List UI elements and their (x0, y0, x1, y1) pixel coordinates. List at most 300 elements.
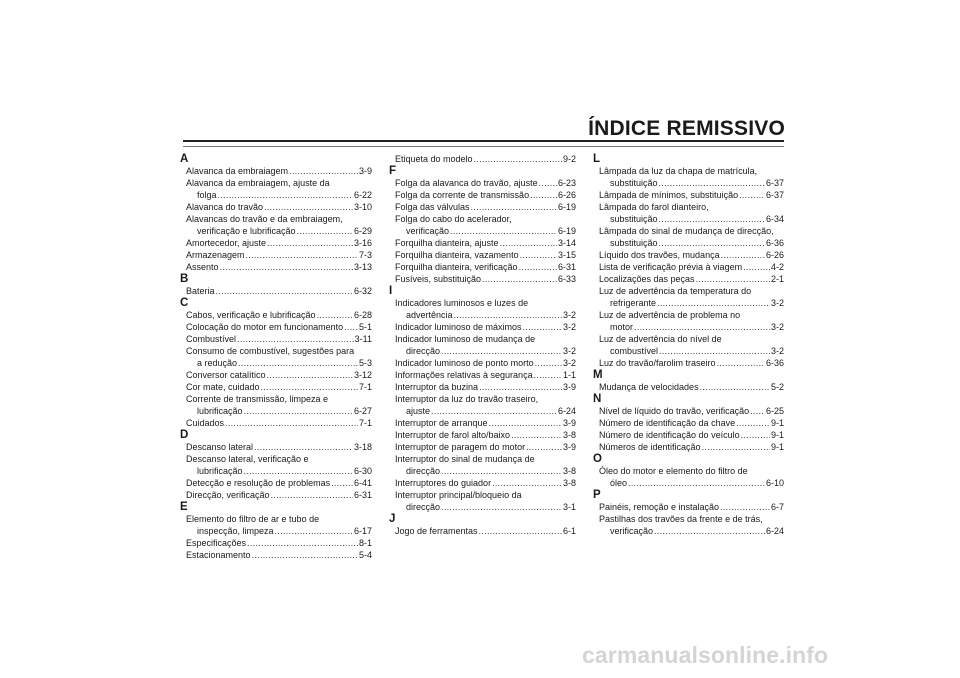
entry-text: óleo (610, 478, 628, 488)
entry-page-ref: 3-1 (562, 502, 576, 512)
index-entry (389, 357, 576, 369)
index-entry (180, 237, 372, 249)
index-entry (180, 249, 372, 261)
entry-text: Interruptor do sinal de mudança de (395, 454, 535, 464)
dot-leader (700, 381, 770, 393)
index-entry (180, 201, 372, 213)
entry-page-ref: 6-7 (770, 502, 784, 512)
index-entry (593, 465, 784, 489)
dot-leader (741, 429, 770, 441)
entry-text: Etiqueta do modelo (395, 154, 473, 164)
dot-leader (717, 357, 765, 369)
entry-text: Óleo do motor e elemento do filtro de (599, 466, 748, 476)
index-entry (180, 489, 372, 501)
index-entry (180, 513, 372, 537)
entry-page-ref: 6-23 (557, 178, 576, 188)
entry-page-ref: 3-9 (358, 166, 372, 176)
entry-text: Folga das válvulas (395, 202, 470, 212)
dot-leader (474, 153, 562, 165)
entry-text: substituição (610, 238, 658, 248)
entry-text: advertência (406, 310, 453, 320)
index-entry (389, 201, 576, 213)
index-entry (389, 297, 576, 321)
entry-text: Número de identificação do veículo (599, 430, 740, 440)
entry-text: Lâmpada do sinal de mudança de direcção, (599, 226, 774, 236)
index-entry (180, 381, 372, 393)
entry-page-ref: 3-12 (353, 370, 372, 380)
index-entry (593, 333, 784, 357)
index-entry (180, 309, 372, 321)
title-rule-thin (183, 146, 784, 147)
entry-page-ref: 6-27 (353, 406, 372, 416)
dot-leader (431, 405, 557, 417)
index-entry (180, 333, 372, 345)
entry-text: Indicadores luminosos e luzes de (395, 298, 529, 308)
index-entry (593, 249, 784, 261)
dot-leader (237, 333, 354, 345)
dot-leader (659, 237, 765, 249)
index-entry (389, 489, 576, 513)
entry-page-ref: 3-14 (557, 238, 576, 248)
entry-text: Interruptor de paragem do motor (395, 442, 526, 452)
index-letter-n: N (593, 393, 602, 405)
dot-leader (482, 273, 557, 285)
index-entry (389, 189, 576, 201)
entry-text: Cabos, verificação e lubrificação (186, 310, 316, 320)
dot-leader (454, 309, 562, 321)
dot-leader (441, 345, 562, 357)
entry-page-ref: 3-2 (562, 346, 576, 356)
entry-text: Interruptor da buzina (395, 382, 479, 392)
dot-leader (275, 525, 353, 537)
index-letter-o: O (593, 453, 602, 465)
index-entry (389, 153, 576, 165)
entry-text: verificação (610, 526, 654, 536)
entry-page-ref: 6-32 (353, 286, 372, 296)
entry-text: Detecção e resolução de problemas (186, 478, 331, 488)
entry-text: Luz de advertência do nível de (599, 334, 722, 344)
index-entry (593, 429, 784, 441)
dot-leader (657, 297, 770, 309)
entry-page-ref: 6-36 (765, 238, 784, 248)
entry-text: Especificações (186, 538, 247, 548)
index-entry (389, 393, 576, 417)
dot-leader (289, 165, 358, 177)
entry-text: Descanso lateral, verificação e (186, 454, 309, 464)
dot-leader (659, 177, 765, 189)
dot-leader (244, 405, 353, 417)
dot-leader (739, 189, 765, 201)
entry-page-ref: 3-2 (562, 310, 576, 320)
index-letter-j: J (389, 513, 396, 525)
dot-leader (659, 213, 765, 225)
entry-page-ref: 7-3 (358, 250, 372, 260)
entry-text: Cuidados (186, 418, 225, 428)
entry-text: direcção (406, 502, 441, 512)
dot-leader (511, 429, 562, 441)
entry-page-ref: 3-16 (353, 238, 372, 248)
index-entry (389, 237, 576, 249)
entry-text: combustível (610, 346, 659, 356)
dot-leader (225, 417, 358, 429)
index-entry (180, 393, 372, 417)
index-entry (593, 381, 784, 393)
entry-text: Forquilha dianteira, ajuste (395, 238, 499, 248)
entry-page-ref: 6-33 (557, 274, 576, 284)
index-entry (389, 321, 576, 333)
dot-leader (500, 237, 557, 249)
dot-leader (530, 189, 557, 201)
index-entry (389, 261, 576, 273)
dot-leader (696, 273, 770, 285)
dot-leader (743, 261, 770, 273)
entry-text: Alavanca da embraiagem, ajuste da (186, 178, 330, 188)
entry-page-ref: 6-34 (765, 214, 784, 224)
entry-page-ref: 3-2 (770, 322, 784, 332)
index-letter-m: M (593, 369, 603, 381)
index-letter-d: D (180, 429, 189, 441)
index-entry (593, 285, 784, 309)
entry-page-ref: 3-18 (353, 442, 372, 452)
entry-page-ref: 8-1 (358, 538, 372, 548)
entry-text: Número de identificação da chave (599, 418, 736, 428)
entry-text: Indicador luminoso de mudança de (395, 334, 536, 344)
entry-page-ref: 6-24 (765, 526, 784, 536)
index-entry (180, 261, 372, 273)
entry-page-ref: 6-37 (765, 190, 784, 200)
entry-text: Consumo de combustível, sugestões para (186, 346, 355, 356)
entry-page-ref: 3-2 (562, 322, 576, 332)
entry-text: Direcção, verificação (186, 490, 270, 500)
entry-page-ref: 3-9 (562, 442, 576, 452)
entry-page-ref: 6-31 (557, 262, 576, 272)
dot-leader (441, 465, 562, 477)
dot-leader (220, 261, 353, 273)
entry-page-ref: 5-3 (358, 358, 372, 368)
entry-page-ref: 7-1 (358, 382, 372, 392)
index-entry (593, 405, 784, 417)
index-entry (389, 441, 576, 453)
dot-leader (526, 441, 562, 453)
entry-text: Forquilha dianteira, vazamento (395, 250, 519, 260)
index-entry (593, 189, 784, 201)
index-column-2 (389, 153, 576, 537)
index-entry (389, 381, 576, 393)
dot-leader (479, 381, 562, 393)
dot-leader (297, 225, 353, 237)
entry-text: refrigerante (610, 298, 657, 308)
entry-page-ref: 7-1 (358, 418, 372, 428)
page-title: ÍNDICE REMISSIVO (588, 117, 785, 140)
index-entry (180, 453, 372, 477)
dot-leader (492, 477, 562, 489)
entry-page-ref: 3-2 (770, 298, 784, 308)
entry-text: Informações relativas à segurança (395, 370, 533, 380)
entry-page-ref: 5-2 (770, 382, 784, 392)
index-letter-f: F (389, 165, 397, 177)
entry-text: Interruptor da luz do travão traseiro, (395, 394, 539, 404)
entry-text: Estacionamento (186, 550, 251, 560)
entry-page-ref: 6-10 (765, 478, 784, 488)
index-entry (389, 477, 576, 489)
entry-page-ref: 9-2 (562, 154, 576, 164)
index-column-3 (593, 153, 784, 537)
dot-leader (659, 345, 770, 357)
entry-page-ref: 5-4 (358, 550, 372, 560)
index-entry (593, 165, 784, 189)
dot-leader (654, 525, 765, 537)
dot-leader (441, 501, 562, 513)
entry-page-ref: 6-22 (353, 190, 372, 200)
entry-text: Armazenagem (186, 250, 245, 260)
entry-text: Luz de advertência de problema no (599, 310, 741, 320)
entry-text: Conversor catalítico (186, 370, 266, 380)
dot-leader (519, 261, 557, 273)
entry-text: substituição (610, 178, 658, 188)
dot-leader (702, 441, 770, 453)
entry-page-ref: 3-13 (353, 262, 372, 272)
index-entry (180, 177, 372, 201)
entry-text: direcção (406, 466, 441, 476)
dot-leader (535, 357, 562, 369)
dot-leader (628, 477, 765, 489)
dot-leader (246, 249, 358, 261)
entry-text: Fusíveis, substituição (395, 274, 482, 284)
dot-leader (489, 417, 562, 429)
dot-leader (254, 441, 353, 453)
index-entry (389, 213, 576, 237)
title-rule (183, 140, 784, 142)
dot-leader (238, 357, 358, 369)
entry-text: Combustível (186, 334, 237, 344)
dot-leader (271, 489, 353, 501)
index-entry (593, 261, 784, 273)
entry-page-ref: 3-8 (562, 430, 576, 440)
entry-text: Mudança de velocidades (599, 382, 699, 392)
entry-page-ref: 9-1 (770, 442, 784, 452)
entry-text: Interruptor de farol alto/baixo (395, 430, 511, 440)
index-entry (389, 273, 576, 285)
entry-text: Folga da alavanca do travão, ajuste (395, 178, 538, 188)
entry-text: Painéis, remoção e instalação (599, 502, 720, 512)
entry-page-ref: 6-26 (765, 250, 784, 260)
entry-page-ref: 3-11 (354, 334, 372, 344)
index-entry (180, 165, 372, 177)
entry-page-ref: 6-19 (557, 226, 576, 236)
index-entry (389, 429, 576, 441)
entry-text: Folga do cabo do acelerador, (395, 214, 512, 224)
entry-text: Folga da corrente de transmissão (395, 190, 530, 200)
entry-page-ref: 3-9 (562, 382, 576, 392)
index-letter-i: I (389, 285, 393, 297)
entry-page-ref: 3-8 (562, 466, 576, 476)
index-entry (180, 549, 372, 561)
entry-text: Alavancas do travão e da embraiagem, (186, 214, 343, 224)
entry-text: Assento (186, 262, 219, 272)
entry-text: Indicador luminoso de ponto morto (395, 358, 534, 368)
dot-leader (247, 537, 358, 549)
dot-leader (267, 369, 353, 381)
entry-page-ref: 6-24 (557, 406, 576, 416)
entry-text: motor (610, 322, 634, 332)
entry-page-ref: 6-31 (353, 490, 372, 500)
index-entry (180, 477, 372, 489)
entry-text: Corrente de transmissão, limpeza e (186, 394, 329, 404)
entry-text: Pastilhas dos travões da frente e de trás, (599, 514, 763, 524)
entry-page-ref: 6-19 (557, 202, 576, 212)
dot-leader (317, 309, 353, 321)
entry-text: Nível de líquido do travão, verificação (599, 406, 750, 416)
entry-text: verificação e lubrificação (197, 226, 296, 236)
entry-page-ref: 3-8 (562, 478, 576, 488)
entry-text: Elemento do filtro de ar e tubo de (186, 514, 320, 524)
entry-page-ref: 6-30 (353, 466, 372, 476)
dot-leader (267, 237, 353, 249)
entry-text: folga (197, 190, 217, 200)
index-entry (180, 345, 372, 369)
index-entry (180, 417, 372, 429)
entry-text: Localizações das peças (599, 274, 695, 284)
entry-page-ref: 3-15 (557, 250, 576, 260)
index-entry (180, 369, 372, 381)
entry-text: Números de identificação (599, 442, 701, 452)
entry-page-ref: 3-9 (562, 418, 576, 428)
entry-text: lubrificação (197, 466, 243, 476)
index-entry (593, 225, 784, 249)
entry-text: Líquido dos travões, mudança (599, 250, 720, 260)
entry-page-ref: 3-10 (353, 202, 372, 212)
entry-text: Descanso lateral (186, 442, 254, 452)
entry-page-ref: 6-36 (765, 358, 784, 368)
dot-leader (479, 525, 562, 537)
entry-text: Alavanca da embraiagem (186, 166, 289, 176)
entry-text: Lâmpada de mínimos, substituição (599, 190, 739, 200)
entry-page-ref: 6-41 (353, 478, 372, 488)
entry-page-ref: 6-25 (765, 406, 784, 416)
entry-text: direcção (406, 346, 441, 356)
entry-text: Amortecedor, ajuste (186, 238, 267, 248)
dot-leader (721, 249, 765, 261)
watermark: carmanualsonline.info (582, 642, 829, 668)
entry-page-ref: 6-28 (353, 310, 372, 320)
entry-page-ref: 9-1 (770, 430, 784, 440)
dot-leader (218, 189, 353, 201)
dot-leader (331, 477, 353, 489)
index-column-1 (180, 153, 372, 561)
entry-text: Cor mate, cuidado (186, 382, 260, 392)
dot-leader (450, 225, 557, 237)
entry-text: Bateria (186, 286, 215, 296)
index-letter-l: L (593, 153, 601, 165)
dot-leader (750, 405, 765, 417)
dot-leader (264, 201, 353, 213)
entry-text: Interruptor principal/bloqueio da (395, 490, 522, 500)
index-entry (593, 501, 784, 513)
entry-page-ref: 3-2 (770, 346, 784, 356)
index-letter-e: E (180, 501, 188, 513)
index-entry (593, 441, 784, 453)
entry-text: a redução (197, 358, 238, 368)
entry-text: ajuste (406, 406, 431, 416)
entry-text: Luz do travão/farolim traseiro (599, 358, 716, 368)
index-entry (389, 333, 576, 357)
entry-page-ref: 6-26 (557, 190, 576, 200)
index-entry (593, 513, 784, 537)
entry-text: Forquilha dianteira, verificação (395, 262, 518, 272)
index-letter-b: B (180, 273, 189, 285)
index-letter-a: A (180, 153, 189, 165)
entry-text: lubrificação (197, 406, 243, 416)
entry-text: Lista de verificação prévia à viagem (599, 262, 743, 272)
entry-page-ref: 3-2 (562, 358, 576, 368)
dot-leader (520, 249, 557, 261)
entry-text: Alavanca do travão (186, 202, 264, 212)
index-entry (593, 417, 784, 429)
entry-text: Interruptor de arranque (395, 418, 488, 428)
index-entry (389, 525, 576, 537)
index-entry (180, 537, 372, 549)
entry-page-ref: 9-1 (770, 418, 784, 428)
entry-page-ref: 6-17 (353, 526, 372, 536)
dot-leader (252, 549, 358, 561)
entry-page-ref: 4-2 (770, 262, 784, 272)
dot-leader (736, 417, 770, 429)
dot-leader (216, 285, 353, 297)
index-entry (593, 201, 784, 225)
index-entry (180, 321, 372, 333)
entry-page-ref: 1-1 (562, 370, 576, 380)
index-entry (389, 453, 576, 477)
entry-page-ref: 2-1 (770, 274, 784, 284)
entry-page-ref: 6-37 (765, 178, 784, 188)
index-entry (389, 369, 576, 381)
index-entry (180, 441, 372, 453)
dot-leader (539, 177, 557, 189)
entry-text: Lâmpada do farol dianteiro, (599, 202, 709, 212)
index-entry (180, 213, 372, 237)
dot-leader (471, 201, 557, 213)
index-entry (593, 273, 784, 285)
index-entry (389, 417, 576, 429)
entry-text: Indicador luminoso de máximos (395, 322, 522, 332)
entry-text: substituição (610, 214, 658, 224)
entry-text: Luz de advertência da temperatura do (599, 286, 752, 296)
index-entry (389, 177, 576, 189)
index-entry (593, 309, 784, 333)
index-entry (593, 357, 784, 369)
entry-text: Colocação do motor em funcionamento (186, 322, 344, 332)
entry-page-ref: 5-1 (358, 322, 372, 332)
dot-leader (534, 369, 562, 381)
entry-text: Lâmpada da luz da chapa de matrícula, (599, 166, 758, 176)
entry-text: verificação (406, 226, 450, 236)
entry-text: Jogo de ferramentas (395, 526, 478, 536)
dot-leader (720, 501, 770, 513)
entry-page-ref: 6-1 (562, 526, 576, 536)
dot-leader (523, 321, 562, 333)
index-entry (180, 285, 372, 297)
index-entry (389, 249, 576, 261)
dot-leader (244, 465, 353, 477)
dot-leader (634, 321, 770, 333)
entry-text: Interruptores do guiador (395, 478, 492, 488)
dot-leader (344, 321, 358, 333)
dot-leader (261, 381, 358, 393)
index-letter-p: P (593, 489, 601, 501)
entry-text: inspecção, limpeza (197, 526, 274, 536)
entry-page-ref: 6-29 (353, 226, 372, 236)
index-letter-c: C (180, 297, 189, 309)
